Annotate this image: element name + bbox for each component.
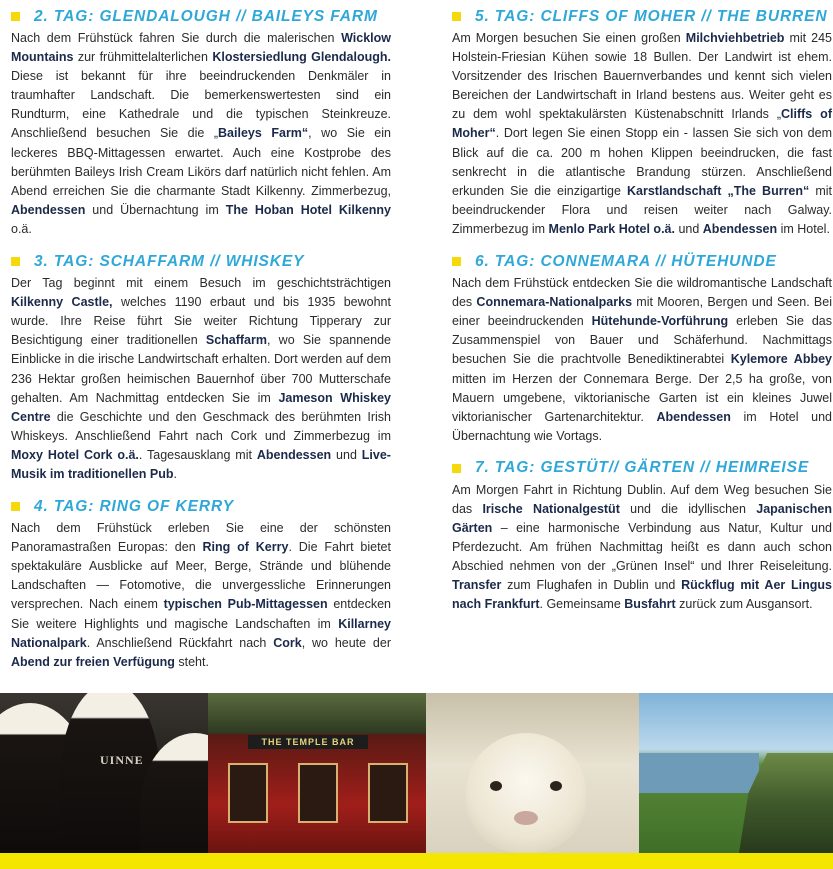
bold-highlight: Menlo Park Hotel o.ä. bbox=[548, 221, 675, 236]
bold-highlight: Abendessen bbox=[702, 221, 778, 236]
text-segment: welches 1190 erbaut und bis 1935 bewohnt wurde. Ihre Reise führt Sie weiter Richtung Tipperary zur Besichtigung einer traditionellen bbox=[11, 295, 391, 348]
bold-highlight: Baileys Farm“ bbox=[218, 126, 309, 141]
text-segment: Am Morgen Fahrt in Richtung Dublin. Auf dem Weg besuchen Sie das bbox=[452, 482, 832, 516]
day-5-text bbox=[452, 29, 832, 239]
bold-highlight: Moxy Hotel Cork o.ä. bbox=[11, 447, 139, 462]
text-segment: im Hotel und Übernachtung wie Vortags. bbox=[452, 409, 832, 443]
bold-highlight: Wicklow Mountains bbox=[11, 31, 391, 65]
text-segment: und Übernachtung im bbox=[85, 202, 226, 217]
sheep-eye-left bbox=[490, 781, 502, 791]
day-6-section bbox=[452, 251, 832, 446]
bold-highlight: Abend zur freien Verfügung bbox=[11, 654, 175, 669]
bold-highlight: Milchviehbetrieb bbox=[685, 31, 785, 45]
text-segment: mitten im Herzen der Connemara Berge. Der 2,5 ha große, von Mauern umgebene, viktorianische Garten ist ein kleines Juwel viktorianischer Gartenarchitektur. bbox=[452, 371, 832, 424]
text-segment: steht. bbox=[174, 654, 209, 669]
bold-highlight: Klostersiedlung Glendalough. bbox=[212, 50, 391, 65]
bold-highlight: Rückflug mit Aer Lingus nach Frankfurt bbox=[452, 578, 832, 612]
day-7-text bbox=[452, 481, 832, 615]
bold-highlight: Abendessen bbox=[256, 447, 332, 462]
bold-highlight: Cork bbox=[273, 635, 302, 650]
bold-highlight: Kylemore Abbey bbox=[730, 352, 832, 367]
text-segment: die Geschichte und den Geschmack des berühmten Irish Whiskeys. Anschließend Fahrt nach Cork und Zimmerbezug im bbox=[11, 409, 391, 443]
cliffs-of-moher-photo bbox=[639, 693, 833, 853]
square-bullet-icon bbox=[452, 464, 461, 473]
day-5-title: 5. TAG: CLIFFS OF MOHER // THE BURREN bbox=[475, 7, 828, 25]
bold-highlight: Japanischen Gärten bbox=[452, 501, 832, 536]
text-segment: erleben Sie das Zusammenspiel von Bauer und Schäferhund. Nachmittags besuchen Sie die prachtvolle Benediktinerabtei bbox=[452, 314, 833, 367]
bold-highlight: Abendessen bbox=[11, 202, 86, 217]
sheep-nose bbox=[514, 811, 538, 825]
day-7-title: 7. TAG: GESTÜT// GÄRTEN // HEIMREISE bbox=[475, 459, 810, 477]
day-4-section bbox=[11, 496, 391, 672]
sheep-head bbox=[466, 733, 586, 853]
text-segment: Am Morgen besuchen Sie einen großen bbox=[452, 31, 686, 45]
day-4-heading bbox=[11, 496, 391, 517]
day-3-section bbox=[11, 251, 391, 484]
day-3-text bbox=[11, 274, 391, 484]
text-segment: , wo Sie ein leckeres BBQ-Mittagessen erwartet. Auch eine Kostprobe des berühmten Baileys Irish Cream Likörs darf natürlich nicht fehlen. Am Abend erreichen Sie die charmante Stadt Kilkenny. Zimmerbezug, bbox=[11, 126, 391, 198]
sheep-photo bbox=[426, 693, 639, 853]
square-bullet-icon bbox=[11, 257, 20, 266]
square-bullet-icon bbox=[11, 12, 20, 21]
bold-highlight: Abendessen bbox=[656, 409, 731, 424]
square-bullet-icon bbox=[452, 257, 461, 266]
text-segment: . bbox=[173, 466, 178, 481]
bold-highlight: Karstlandschaft „The Burren“ bbox=[627, 183, 810, 198]
square-bullet-icon bbox=[11, 502, 20, 511]
square-bullet-icon bbox=[452, 12, 461, 21]
bold-highlight: Kilkenny Castle, bbox=[11, 295, 113, 310]
bold-highlight: Killarney Nationalpark bbox=[11, 616, 391, 650]
text-segment: mit Mooren, Bergen und Seen. Bei einer beeindruckenden bbox=[452, 295, 832, 329]
day-4-title: 4. TAG: RING OF KERRY bbox=[34, 497, 235, 515]
bold-highlight: Jameson Whiskey Centre bbox=[11, 390, 391, 424]
day-7-section bbox=[452, 458, 832, 615]
bold-highlight: Ring of Kerry bbox=[202, 540, 289, 555]
sheep-eye-right bbox=[550, 781, 562, 791]
pub-window-right bbox=[368, 763, 408, 823]
text-segment: . Anschließend Rückfahrt nach bbox=[86, 635, 274, 650]
day-6-title: 6. TAG: CONNEMARA // HÜTEHUNDE bbox=[475, 252, 777, 270]
bold-highlight: Schaffarm bbox=[205, 333, 267, 348]
text-segment: mit 245 Holstein-Friesian Kühen sowie 18 Bullen. Der Landwirt ist ehem. Vorsitzender des Irischen Bauernverbandes und kennt sich vielen Bereichen der Landwirtschaft in Irland bestens aus. Weiter geht es zu dem wohl spektakulärsten Küstenabschnitt Irlands „ bbox=[452, 31, 832, 122]
text-segment: , wo heute der bbox=[301, 635, 392, 650]
guinness-label: UINNE bbox=[100, 753, 144, 767]
text-segment: entdecken Sie weitere Highlights und magische Landschaften im bbox=[11, 597, 391, 631]
left-column bbox=[11, 6, 391, 684]
bold-highlight: Live-Musik im traditionellen Pub bbox=[11, 447, 391, 481]
day-6-heading bbox=[452, 251, 832, 272]
bold-highlight: Transfer bbox=[452, 578, 502, 593]
text-segment: zurück zum Ausgansort. bbox=[675, 597, 813, 612]
day-3-heading bbox=[11, 251, 391, 272]
sea-area bbox=[639, 753, 759, 793]
text-segment: . Dort legen Sie einen Stopp ein - lassen Sie sich von dem Blick auf die ca. 200 m hohen Klippen beeindrucken, die fast senkrecht in die atlantische Brandung stürzen. Anschließend erkunden Sie die einzigartige bbox=[452, 126, 832, 198]
text-segment: im Hotel. bbox=[777, 221, 830, 236]
day-2-section bbox=[11, 6, 391, 239]
bold-highlight: typischen Pub-Mittagessen bbox=[163, 597, 328, 612]
text-segment: . Gemeinsame bbox=[539, 597, 625, 612]
day-6-text bbox=[452, 274, 832, 446]
day-4-text bbox=[11, 519, 391, 672]
text-segment: Diese ist bekannt für ihre beeindruckenden Denkmäler in traumhafter Landschaft. Die bemerkenswertesten sind ein Rundturm, eine Kathedrale und die typischen Steinkreuze. Anschließend besuchen Sie die „ bbox=[11, 69, 391, 141]
pub-window-middle bbox=[298, 763, 338, 823]
bold-highlight: The Hoban Hotel Kilkenny bbox=[225, 202, 391, 217]
bold-highlight: Busfahrt bbox=[624, 597, 676, 612]
text-segment: . Die Fahrt bietet spektakuläre Ausblicke auf Meer, Berge, Strände und blühende Landschaften — Fotomotive, die unvergessliche Erinnerungen versprechen. Nach einem bbox=[11, 540, 391, 612]
text-segment: Der Tag beginnt mit einem Besuch im geschichtsträchtigen bbox=[11, 276, 391, 291]
pub-window-left bbox=[228, 763, 268, 823]
text-segment: zum Flughafen in Dublin und bbox=[501, 578, 682, 593]
text-segment: Nach dem Frühstück fahren Sie durch die malerischen bbox=[11, 31, 342, 45]
text-segment: . Tagesausklang mit bbox=[138, 447, 257, 462]
bold-highlight: Connemara-Nationalparks bbox=[476, 295, 633, 310]
day-2-heading bbox=[11, 6, 391, 27]
right-column bbox=[452, 6, 832, 627]
text-segment: o.ä. bbox=[11, 221, 32, 236]
temple-bar-sign: THE TEMPLE BAR bbox=[248, 735, 368, 749]
temple-bar-photo bbox=[208, 693, 426, 853]
bold-highlight: Hütehunde-Vorführung bbox=[591, 314, 729, 329]
text-segment: Nach dem Frühstück entdecken Sie die wildromantische Landschaft des bbox=[452, 276, 832, 310]
text-segment: und die idyllischen bbox=[619, 501, 757, 516]
bold-highlight: Cliffs of Moher“ bbox=[452, 107, 832, 141]
day-7-heading bbox=[452, 458, 832, 479]
day-2-title: 2. TAG: GLENDALOUGH // BAILEYS FARM bbox=[34, 7, 378, 25]
bold-highlight: Irische Nationalgestüt bbox=[482, 501, 620, 516]
text-segment: und bbox=[331, 447, 362, 462]
day-5-heading bbox=[452, 6, 832, 27]
text-segment: – eine harmonische Verbindung aus Natur, Kultur und Pferdezucht. Am frühen Nachmittag heißt es dann auch schon Abschied nehmen von der „Grünen Insel“ und Ihrer Reiseleitung. bbox=[452, 521, 832, 574]
day-5-section bbox=[452, 6, 832, 239]
text-segment: und bbox=[674, 221, 703, 236]
bottom-color-bar bbox=[0, 853, 833, 869]
text-segment: mit beeindruckender Flora und reisen weiter nach Galway. Zimmerbezug im bbox=[452, 183, 832, 236]
text-segment: , wo Sie spannende Einblicke in die irische Landwirtschaft erhalten. Dort werden auf dem 236 Hektar großen heimischen Bauernhof über 700 Mutterschafe gehalten. Am Nachmittag entdecken Sie im bbox=[11, 333, 391, 405]
day-3-title: 3. TAG: SCHAFFARM // WHISKEY bbox=[34, 252, 305, 270]
text-segment: zur frühmittelalterlichen bbox=[73, 50, 213, 65]
day-2-text bbox=[11, 29, 391, 239]
guinness-photo bbox=[0, 693, 208, 853]
photo-strip bbox=[0, 693, 833, 853]
text-segment: Nach dem Frühstück erleben Sie eine der schönsten Panoramastraßen Europas: den bbox=[11, 521, 391, 555]
